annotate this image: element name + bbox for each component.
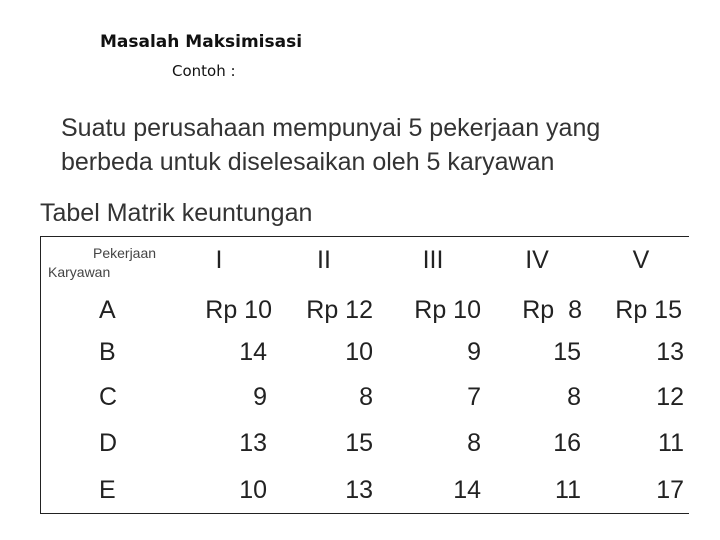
statement-line-1: Suatu perusahaan mempunyai 5 pekerjaan yang xyxy=(61,114,601,142)
table-cell: 9 xyxy=(253,383,267,411)
table-cell: 9 xyxy=(467,338,481,366)
page-title: Masalah Maksimisasi xyxy=(100,32,303,52)
table-cell: 13 xyxy=(345,476,373,504)
table-cell: Rp 10 xyxy=(205,296,272,324)
row-label: B xyxy=(99,338,116,366)
profit-matrix-table xyxy=(40,236,689,514)
table-cell: 13 xyxy=(239,429,267,457)
table-cell: Rp 12 xyxy=(306,296,373,324)
table-cell: 12 xyxy=(656,383,684,411)
corner-label-employees: Karyawan xyxy=(48,264,111,280)
table-cell: Rp 10 xyxy=(414,296,481,324)
table-cell: 16 xyxy=(553,429,581,457)
row-label: E xyxy=(99,476,116,504)
table-cell: 14 xyxy=(453,476,481,504)
table-cell: 8 xyxy=(359,383,373,411)
table-cell: Rp 8 xyxy=(522,296,582,324)
column-header: IV xyxy=(525,246,549,274)
table-cell: 8 xyxy=(467,429,481,457)
table-cell: 10 xyxy=(345,338,373,366)
row-label: A xyxy=(99,296,116,324)
row-label: C xyxy=(99,383,118,411)
column-header: V xyxy=(632,246,650,274)
table-cell: 15 xyxy=(345,429,373,457)
table-cell: 7 xyxy=(467,383,481,411)
table-cell: 10 xyxy=(239,476,267,504)
problem-statement xyxy=(61,111,701,179)
corner-label-jobs: Pekerjaan xyxy=(93,245,157,261)
table-caption: Tabel Matrik keuntungan xyxy=(40,199,313,227)
column-header: III xyxy=(422,246,444,274)
column-header: I xyxy=(215,246,223,274)
table-cell: 15 xyxy=(553,338,581,366)
row-label: D xyxy=(99,429,118,457)
table-cell: 11 xyxy=(555,476,581,504)
table-cell: 17 xyxy=(656,476,684,504)
page-subtitle: Contoh : xyxy=(172,62,236,80)
statement-line-2: berbeda untuk diselesaikan oleh 5 karyawan xyxy=(61,148,555,176)
table-cell: Rp 15 xyxy=(615,296,682,324)
table-cell: 13 xyxy=(656,338,684,366)
table-cell: 14 xyxy=(239,338,267,366)
column-header: II xyxy=(317,246,331,274)
table-cell: 8 xyxy=(567,383,581,411)
table-cell: 11 xyxy=(658,429,684,457)
